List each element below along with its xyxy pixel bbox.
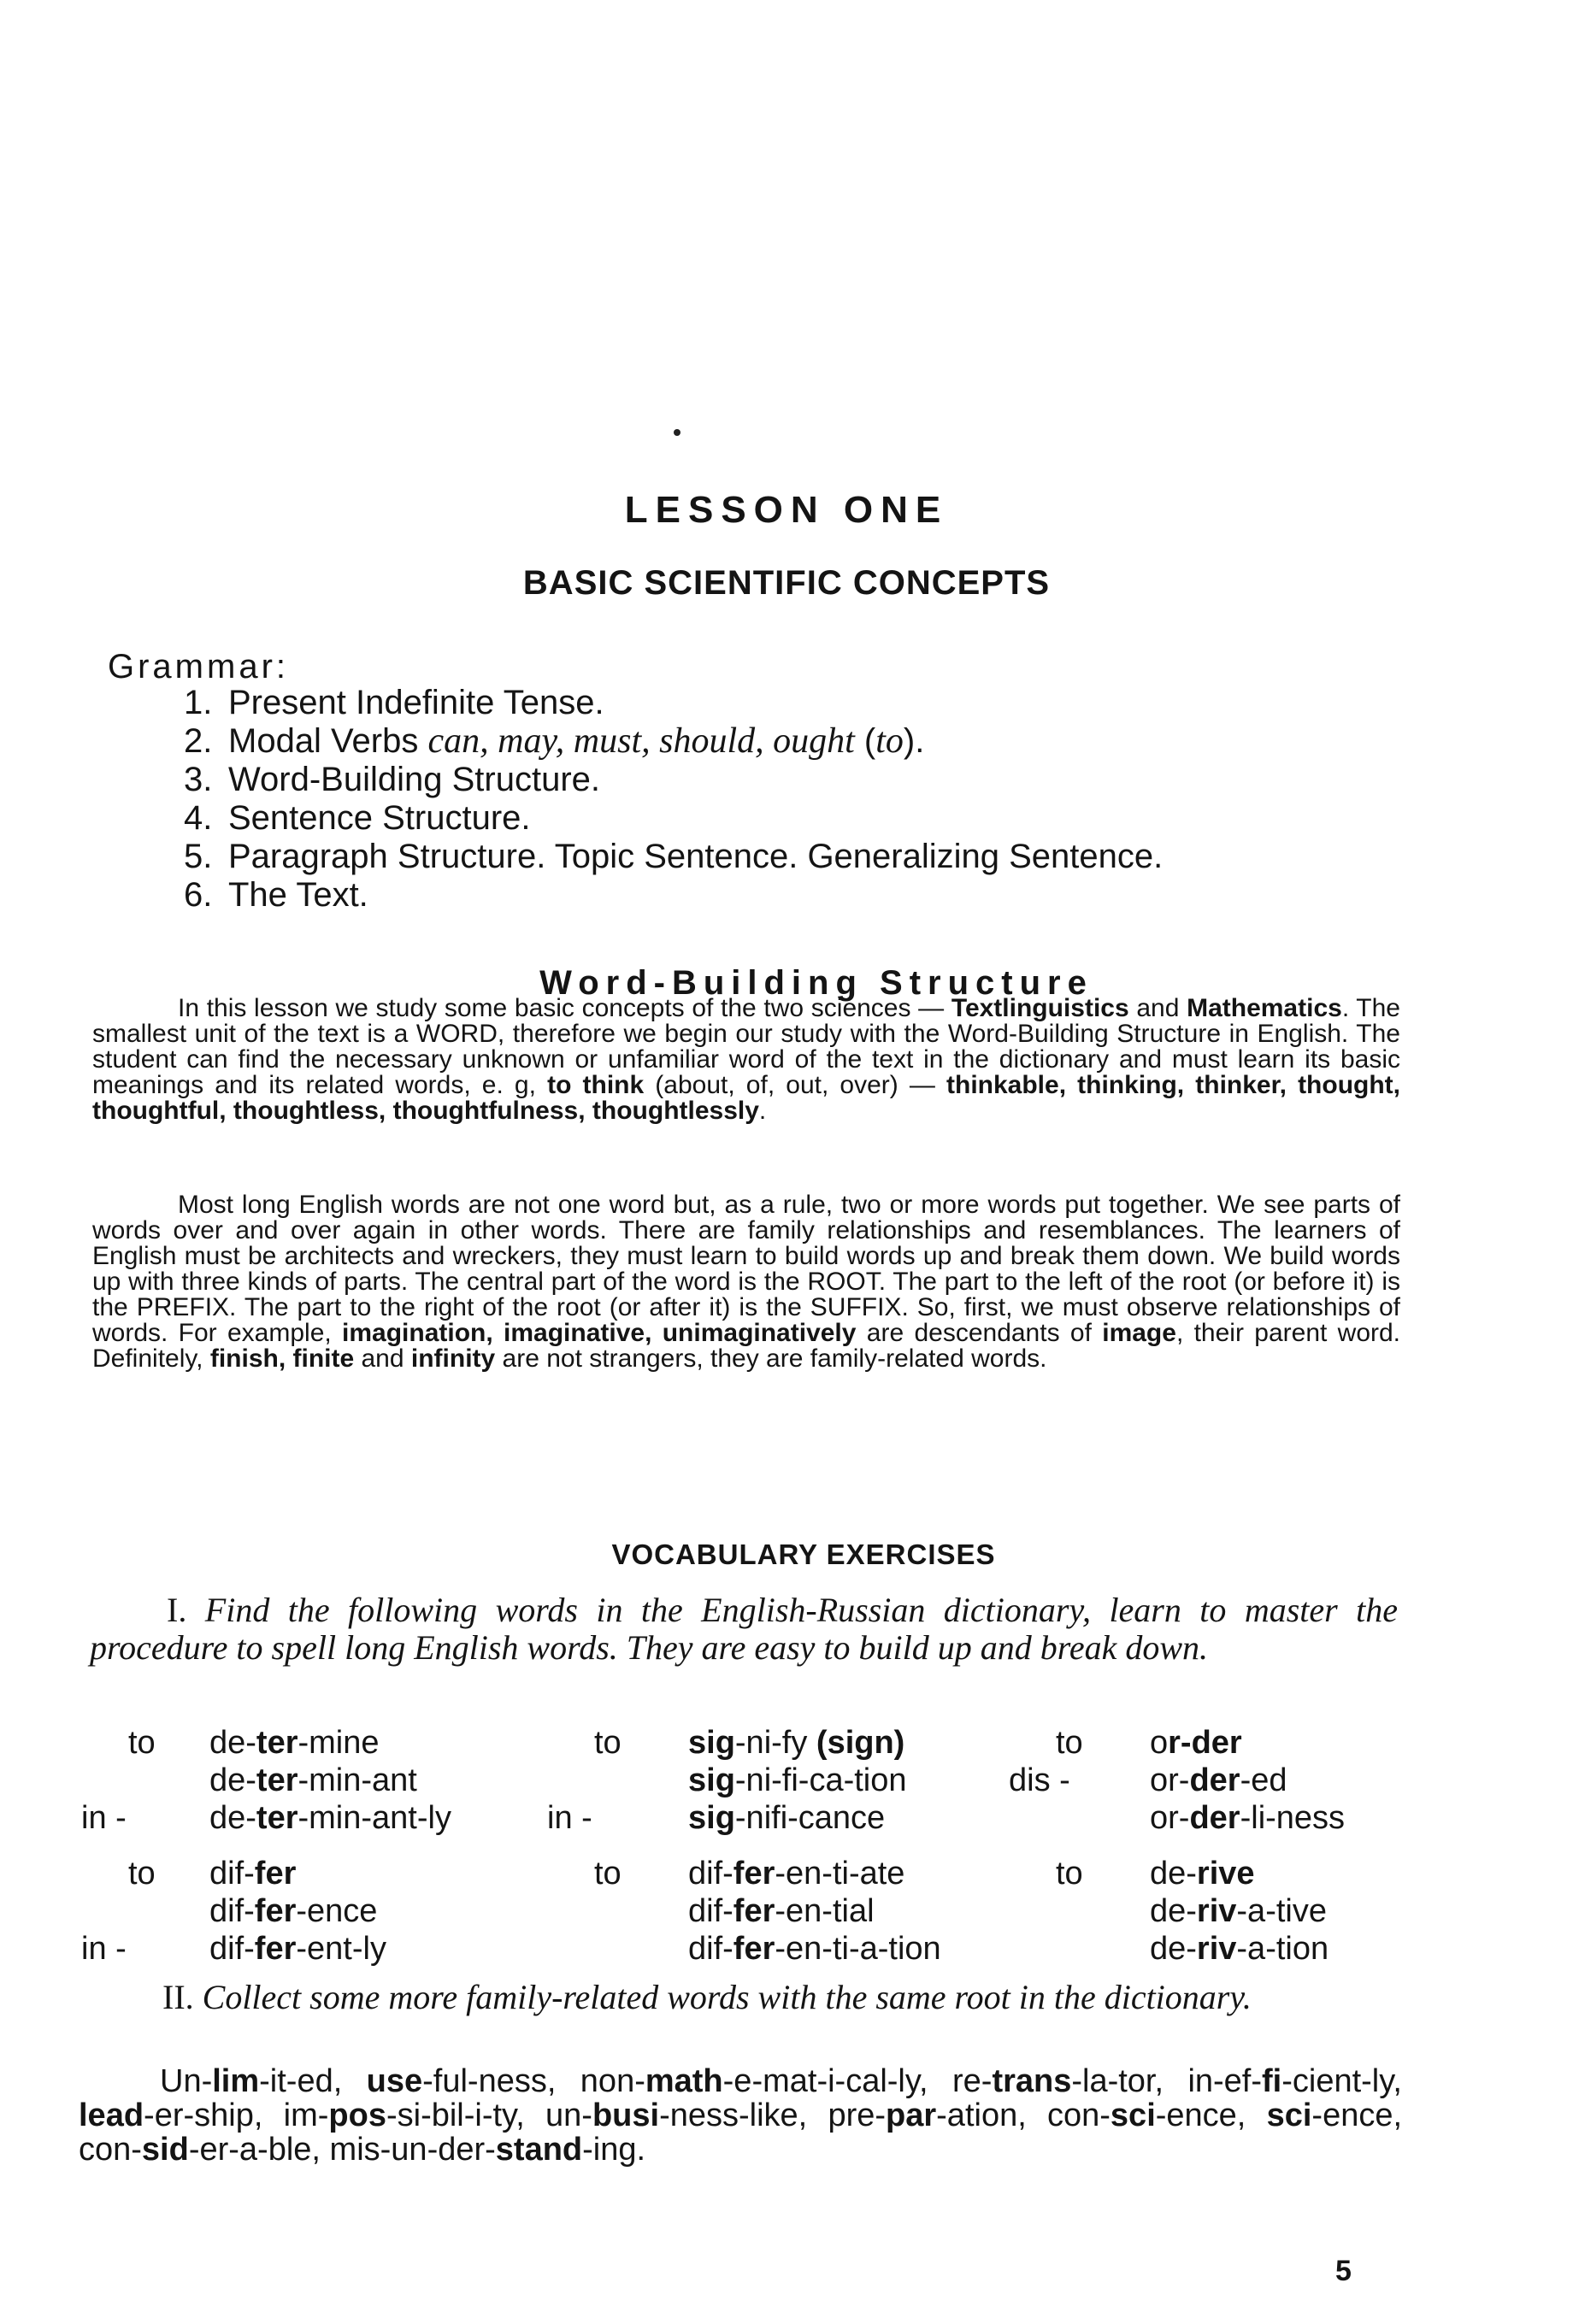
paragraph-text: (about, of, out, over) — <box>644 1071 947 1099</box>
word-part: dif- <box>209 1893 255 1929</box>
grammar-item-number: 1. <box>184 684 213 721</box>
word-group-determine <box>81 1724 451 1837</box>
word-part: de- <box>1150 1931 1197 1967</box>
word-part: de- <box>209 1800 256 1836</box>
paragraph-text: In this lesson we study some basic concepts of the two sciences — <box>178 994 951 1022</box>
word-building-heading: Word-Building Structure <box>539 964 1093 1002</box>
exercise-2-word-list <box>79 2064 1402 2167</box>
syllabified-word: re-trans-la-tor, <box>951 2063 1188 2099</box>
word-root: ter <box>256 1762 298 1798</box>
word-part: -en-ti-a-tion <box>775 1931 941 1967</box>
vocabulary-heading: VOCABULARY EXERCISES <box>611 1539 996 1570</box>
grammar-item-number: 2. <box>184 722 213 760</box>
grammar-item-text: Word-Building Structure. <box>228 761 600 798</box>
word-prefix: dis - <box>1009 1762 1070 1798</box>
word-part: or- <box>1150 1800 1190 1836</box>
syllabified-word: im-pos-si-bil-i-ty, <box>283 2097 546 2133</box>
word-row <box>1009 1762 1345 1799</box>
paragraph-text: , their parent word. Definitely, <box>92 1319 1401 1373</box>
speck-dot <box>674 429 680 436</box>
paragraph-text: . <box>758 1097 767 1125</box>
lesson-title: LESSON ONE <box>624 489 949 531</box>
word-root: fer <box>254 1893 297 1929</box>
grammar-item <box>184 684 1163 722</box>
word-part: -a-tion <box>1236 1931 1329 1967</box>
word-root: fer <box>254 1856 297 1892</box>
word-row <box>1009 1855 1329 1892</box>
paragraph-bold: Textlinguistics <box>951 994 1129 1022</box>
word-part: de- <box>209 1725 256 1761</box>
word-root: der <box>1189 1762 1240 1798</box>
word-row <box>81 1930 386 1968</box>
paragraph-text: and <box>354 1344 411 1373</box>
word-part: -min-ant-ly <box>298 1800 451 1836</box>
word-prefix: in - <box>81 1931 127 1967</box>
word-group-signify <box>547 1724 907 1837</box>
word-row <box>547 1892 941 1930</box>
grammar-item <box>184 761 1163 799</box>
word-row <box>547 1724 907 1762</box>
syllabified-word: mis-un-der-stand-ing. <box>329 2132 646 2168</box>
word-part: de- <box>1150 1893 1197 1929</box>
paragraph-text: and <box>1128 994 1187 1022</box>
word-part: -ni-fy <box>734 1725 808 1761</box>
paragraph-bold: image <box>1102 1319 1176 1347</box>
word-root: riv <box>1196 1893 1237 1929</box>
syllabified-word: sci-ence, <box>1266 2097 1403 2133</box>
word-row <box>81 1892 386 1930</box>
word-root: sig <box>688 1800 735 1836</box>
syllabified-word: con-sid-er-a-ble, <box>79 2132 330 2168</box>
grammar-item-number: 6. <box>184 876 213 914</box>
word-row <box>81 1855 386 1892</box>
topic-title: BASIC SCIENTIFIC CONCEPTS <box>522 564 1051 602</box>
word-part: -ent-ly <box>296 1931 386 1967</box>
word-part: -ed <box>1240 1762 1287 1798</box>
word-row <box>81 1762 451 1799</box>
paragraph-text: are not strangers, they are family-related words. <box>495 1344 1047 1373</box>
syllabified-word: use-ful-ness, <box>366 2063 580 2099</box>
word-prefix: to <box>1056 1856 1083 1892</box>
syllabified-word: Un-lim-it-ed, <box>160 2063 367 2099</box>
paragraph-text: Most long English words are not one word but, as a rule, two or more words put together. We see parts of words over and over again in other words. There are family relationships and resemblances. The learners of English must be architects and wreckers, they must learn to build words up and break them down. We build words up with three kinds of parts. The central part of the word is the ROOT. The part to the left of the root (or before it) is the PREFIX. The part to the right of the root (or after it) is the SUFFIX. So, first, we must observe relationships of words. For example, <box>92 1191 1400 1347</box>
grammar-item <box>184 876 1163 915</box>
grammar-item-text: The Text. <box>228 876 368 914</box>
paragraph-text: are descendants of <box>856 1319 1103 1347</box>
grammar-item-text: Present Indefinite Tense. <box>228 684 604 721</box>
paragraph-bold: infinity <box>410 1344 496 1373</box>
word-root: r-der <box>1168 1725 1242 1761</box>
word-part: dif- <box>688 1931 733 1967</box>
word-part: dif- <box>688 1893 733 1929</box>
word-root: der <box>1189 1800 1240 1836</box>
word-root: fer <box>254 1931 297 1967</box>
word-row <box>81 1799 451 1837</box>
grammar-item-text: Sentence Structure. <box>228 799 531 837</box>
grammar-item-italic: to <box>875 721 904 761</box>
word-prefix: to <box>594 1856 622 1892</box>
word-group-order <box>1009 1724 1345 1837</box>
grammar-item-text: ). <box>903 722 925 760</box>
word-root: fer <box>733 1931 775 1967</box>
word-row <box>547 1762 907 1799</box>
exercise-number: II. <box>162 1978 194 2016</box>
exercise-text: Collect some more family-related words with the same root in the dictionary. <box>202 1978 1252 2016</box>
word-part: -min-ant <box>298 1762 417 1798</box>
word-row <box>1009 1892 1329 1930</box>
exercise-number: I. <box>167 1591 187 1629</box>
word-root: ter <box>256 1800 298 1836</box>
exercise-text: Find the following words in the English-Russian dictionary, learn to master the procedure to spell long English words. They are easy to build up and break down. <box>90 1591 1399 1667</box>
word-root: sig <box>688 1725 735 1761</box>
word-part: -a-tive <box>1236 1893 1327 1929</box>
word-group-differentiate <box>547 1855 941 1968</box>
word-part: -en-ti-ate <box>775 1856 905 1892</box>
syllabified-word: pre-par-ation, <box>828 2097 1047 2133</box>
paragraph-bold: imagination, imaginative, unimaginatively <box>342 1319 857 1347</box>
word-row <box>547 1799 907 1837</box>
syllabified-word: in-ef-fi-cient-ly, <box>1187 2063 1402 2099</box>
word-row <box>81 1724 451 1762</box>
word-building-paragraph-1 <box>92 996 1400 1124</box>
word-root: fer <box>733 1856 775 1892</box>
grammar-item-text: Paragraph Structure. Topic Sentence. Generalizing Sentence. <box>228 838 1164 875</box>
grammar-item-text: Modal Verbs <box>228 722 428 760</box>
word-row <box>547 1930 941 1968</box>
grammar-heading: Grammar: <box>108 648 289 685</box>
paragraph-text: . The smallest unit of the text is a WORD, therefore we begin our study with the Word-Building Structure in English. The student can find the necessary unknown or unfamiliar word of the text in the dictionary and must learn its basic meanings and its related words, e. g, <box>92 994 1400 1099</box>
word-prefix: in - <box>547 1800 592 1836</box>
word-part: dif- <box>209 1856 255 1892</box>
word-root: fer <box>733 1893 775 1929</box>
grammar-item <box>184 799 1163 838</box>
grammar-item-italic: can, may, must, should, ought <box>427 721 855 761</box>
grammar-item-number: 3. <box>184 761 213 798</box>
page-number: 5 <box>1335 2255 1352 2287</box>
word-root: sig <box>688 1762 735 1798</box>
word-part: -li-ness <box>1240 1800 1346 1836</box>
word-part: -ence <box>296 1893 378 1929</box>
word-part: -mine <box>298 1725 380 1761</box>
grammar-item <box>184 838 1163 876</box>
exercise-2-instruction <box>85 1979 1393 2016</box>
word-row <box>547 1855 941 1892</box>
word-root: rive <box>1196 1856 1255 1892</box>
syllabified-word: non-math-e-mat-i-cal-ly, <box>580 2063 952 2099</box>
word-root: ter <box>256 1725 298 1761</box>
word-part: -nifi-cance <box>734 1800 886 1836</box>
syllabified-word: un-busi-ness-like, <box>545 2097 828 2133</box>
grammar-item <box>184 722 1163 761</box>
word-part: dif- <box>688 1856 733 1892</box>
word-prefix: in - <box>81 1800 127 1836</box>
word-root: (sign) <box>807 1725 905 1761</box>
word-prefix: to <box>594 1725 622 1761</box>
word-group-derive <box>1009 1855 1329 1968</box>
grammar-list <box>184 684 1163 915</box>
syllabified-word: lead-er-ship, <box>79 2097 284 2133</box>
word-prefix: to <box>1056 1725 1083 1761</box>
word-building-paragraph-2 <box>92 1192 1400 1372</box>
exercise-1-instruction <box>90 1591 1398 1667</box>
word-row <box>1009 1930 1329 1968</box>
word-part: or- <box>1150 1762 1190 1798</box>
word-root: riv <box>1196 1931 1237 1967</box>
grammar-item-number: 4. <box>184 799 213 837</box>
paragraph-bold: Mathematics <box>1187 994 1342 1022</box>
word-part: -ni-fi-ca-tion <box>734 1762 907 1798</box>
word-prefix: to <box>128 1856 156 1892</box>
syllabified-word: con-sci-ence, <box>1047 2097 1267 2133</box>
word-group-differ <box>81 1855 386 1968</box>
word-row <box>1009 1724 1345 1762</box>
word-prefix: to <box>128 1725 156 1761</box>
word-part: o <box>1150 1725 1169 1761</box>
word-part: dif- <box>209 1931 255 1967</box>
grammar-item-text: ( <box>854 722 876 760</box>
grammar-item-number: 5. <box>184 838 213 875</box>
word-row <box>1009 1799 1345 1837</box>
word-part: de- <box>1150 1856 1197 1892</box>
word-part: -en-tial <box>775 1893 875 1929</box>
word-part: de- <box>209 1762 256 1798</box>
paragraph-bold: thinkable, thinking, thinker, thought, thoughtful, thoughtless, thoughtfulness, thoughtlessly <box>92 1071 1401 1125</box>
paragraph-bold: to think <box>547 1071 645 1099</box>
paragraph-bold: finish, finite <box>209 1344 355 1373</box>
